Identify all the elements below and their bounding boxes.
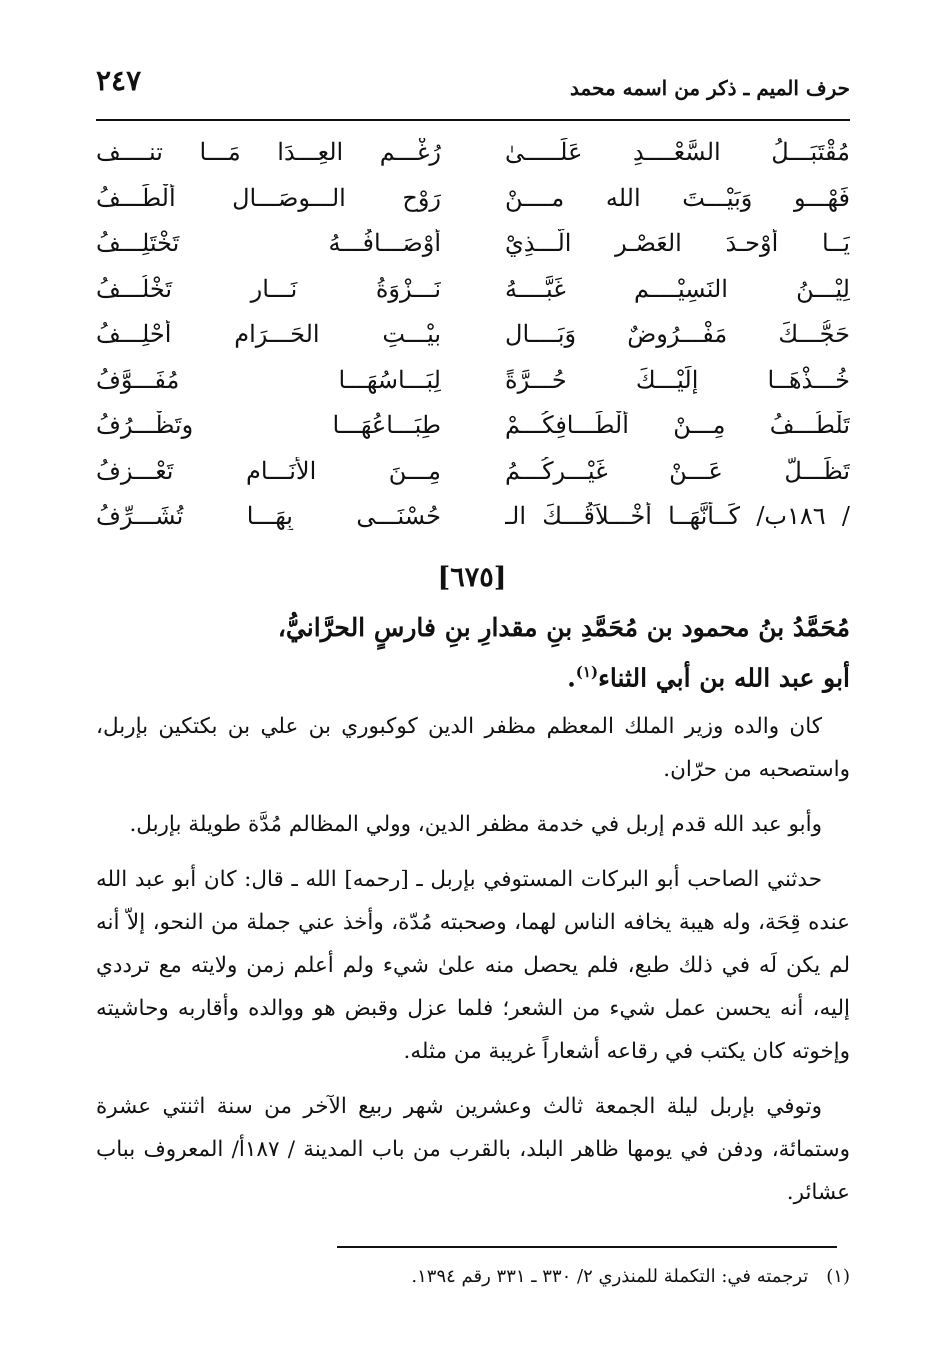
verse-first-hemistich: / ١٨٦ب/ كَــأَنَّهَــا أَخْـــلاَقُـــكَ الـ [505,502,850,530]
entry-name-line1: مُحَمَّدُ بنُ محمود بن مُحَمَّدِ بنِ مقدارِ بنِ فارسٍ الحرَّانيُّ، [277,613,850,642]
entry-number: [٦٧٥] [437,562,507,593]
paragraph-text: وأبو عبد الله قدم إربل في خدمة مظفر الدين، وولي المظالم مُدَّة طويلة بإربل. [129,812,822,837]
footnote-label: (١) [826,1266,850,1287]
verse-second-hemistich: رُغْـــمِ العِـــدَا مَـــا تنــــف [96,138,441,166]
body-paragraph [96,858,850,1073]
paragraph-text: كان والده وزير الملك المعظم مظفر الدين كوكبوري بن علي بن بكتكين بإربل، واستصحبه من حرّان. [96,714,850,782]
entry-name-line2 [96,650,850,700]
poem-verse [96,275,850,321]
verse-second-hemistich: حُسْنَـــى بِهَـــا تُشَـــرِّفُ [96,502,441,530]
poem-verse [96,411,850,457]
poem-verse [96,502,850,548]
footnote [96,1262,850,1292]
verse-first-hemistich: تَظَـــلُّ عَـــنْ غَيْـــرِكُـــمُ [505,456,850,485]
poem [96,138,850,548]
entry-name-end: . [567,663,576,693]
verse-second-hemistich: بيْـــتِ الحَـــرَامِ أَحْلِـــفُ [96,320,441,348]
poem-verse [96,184,850,230]
verse-first-hemistich: يَــا أَوْحـدَ العَصْـرِ الَّـــذِيْ [505,229,850,257]
header-rule [96,119,850,121]
verse-second-hemistich: أَوْصَـــافُـــهُ تَخْتَلِـــفُ [96,229,441,257]
body-paragraph [96,803,850,846]
paragraph-text: حدثني الصاحب أبو البركات المستوفي بإربل ـ [رحمه] الله ـ قال: كان أبو عبد الله عنده قِحَة، وله هيبة يخافه الناس لهما، وصحبته مُدّة، وأخذ عني جملة من النحو، إلاّ أنه لم يكن لَه في ذلك طبع، فلم يحصل منه علىٰ شيء ولم أعلم زمن ولايته مع ترددي إليه، أنه يحسن عمل شيء من الشعر؛ فلما عزل وقبض هو ووالده وأقاربه وحاشيته وإخوته كان يكتب في رقاعه أشعاراً غريبة من مثله. [96,867,850,1064]
poem-verse [96,320,850,366]
running-title: حرف الميم ـ ذكر من اسمه محمد [569,76,850,100]
verse-first-hemistich: فَهْـــو وَبَيْـــتَ الله مــــنْ [505,183,850,212]
body-paragraph [96,1085,850,1214]
verse-second-hemistich: رَوْحِ الـــوِصَـــالِ أَلْطَـــفُ [96,183,441,212]
entry-kunya: أبو عبد الله بن أبي الثناء [598,663,850,693]
verse-first-hemistich: لِيْـــنُ النَسِيْــــمِ غَبَّــــهُ [505,274,850,303]
poem-verse [96,138,850,184]
verse-second-hemistich: مِـــنَ الأَنَـــامِ تَعْـــزِفُ [96,456,441,485]
paragraph-text: وتوفي بإربل ليلة الجمعة ثالث وعشرين شهر ربيع الآخر من سنة اثنتي عشرة وستمائة، ودفن في يومها ظاهر البلد، بالقرب من باب المدينة / ١٨٧أ/ المعروف بباب عشائر. [96,1094,851,1205]
entry-body [96,705,850,1226]
poem-verse [96,366,850,412]
footnote-text: ترجمته في: التكملة للمنذري ٢/ ٣٣٠ ـ ٣٣١ رقم ١٣٩٤. [411,1266,809,1287]
verse-first-hemistich: تَلْطُـــفُ مِـــنْ أَلْطَـــافِكُـــمْ [505,411,850,439]
verse-second-hemistich: طِبَـــاعُهَـــا وتَظْـــرُفُ [96,411,441,439]
verse-second-hemistich: نَـــزْوَةُ نَـــارٍ تَخْلُـــفُ [96,274,441,303]
page-number: ٢٤٧ [96,64,142,97]
body-paragraph [96,705,850,791]
footnote-rule [337,1246,837,1248]
poem-verse [96,457,850,503]
footnote-reference[interactable]: (١) [575,663,599,681]
verse-first-hemistich: حَجُّـــكَ مَفْـــرُوضٌ وَبَــــال [505,320,850,348]
page-header [96,62,850,112]
verse-second-hemistich: لِبَـــاسُهَـــا مُفَـــوَّفُ [96,365,441,394]
entry-heading [96,606,850,700]
verse-first-hemistich: مُقْتَبَـــلُ السَّعْــــدِ عَلَـــــىٰ [505,138,850,166]
poem-verse [96,229,850,275]
verse-first-hemistich: خُـــذْهَــا إِلَيْـــكَ حُـــرَّةً [505,365,850,394]
